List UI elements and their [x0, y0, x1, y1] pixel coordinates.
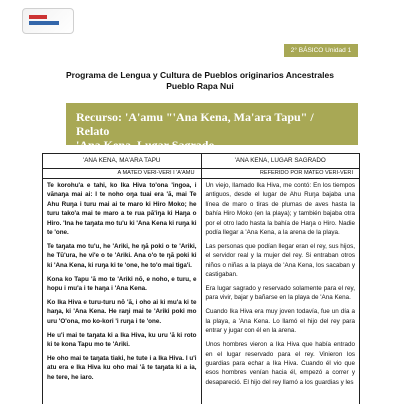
grade-badge: 2° BÁSICO Unidad 1	[284, 44, 358, 57]
spanish-paragraph: Un viejo, llamado Ika Hiva, me contó: En los tiempos antiguos, desde el lugar de Ahu Ruŋa bajaba una línea de maro o tiras de plumas de aves hasta la bahía Hiro Moko (en la playa); y también bajaba otra por el otro lado hasta la bahía de Haŋa o Hiro. Nadie podía llegar a 'Ana Kena, a la arena de la playa.	[205, 182, 355, 237]
rapanui-paragraph: He u'i mai te taŋata ki a Ika Hiva, ku uru 'ā ki roto ki te kona Tapu mo te 'Ariki.	[47, 331, 197, 349]
spanish-paragraph: Las personas que podían llegar eran el rey, sus hijos, el servidor real y la mujer del rey. Si entraban otros niños o niñas a la playa de 'Ana Kena, los sacaban y castigaban.	[205, 242, 355, 279]
spanish-column-body	[202, 179, 360, 394]
program-title-line1: Programa de Lengua y Cultura de Pueblos originarios Ancestrales	[66, 70, 334, 80]
bilingual-table	[42, 153, 360, 404]
logo-stripe-blue	[29, 21, 59, 25]
logo-stripe-red	[29, 15, 47, 19]
institution-logo	[22, 8, 74, 34]
rapanui-column	[43, 154, 202, 404]
spanish-paragraph: Unos hombres vieron a Ika Hiva que había entrado en el lugar reservado para el rey. Vinieron los guardias para echar a Ika Hiva. Cuando él vio que esos hombres venían hacia él, empezó a correr y desapareció. El hijo del rey llamó a los guardias y les	[205, 341, 355, 386]
rapanui-paragraph: Te korohu'a e tahi, ko Ika Hiva to'ona 'ingoa, i vānaŋa mai ai: I te noho oŋa tuai era 'ā, mai Te Ahu Ruŋa i turu mai ai te maro ki Hiro Moko; he turu tako'a mai te maro a te rua pā'iŋa ki Haŋa o Hiro. 'Ina he taŋata mo tu'u ki 'Ana Kena ki ruŋa ki te 'one.	[47, 182, 197, 237]
program-title	[30, 70, 370, 92]
rapanui-paragraph: Kona ko Tapu 'ā mo te 'Ariki nō, e noho, e turu, e hopu i mu'a i te haŋa i 'Ana Kena.	[47, 275, 197, 293]
rapanui-column-body	[43, 179, 201, 389]
spanish-paragraph: Cuando Ika Hiva era muy joven todavía, fue un día a la playa, a 'Ana Kena. Lo llamó el hijo del rey para entrar y jugar con él en la arena.	[205, 308, 355, 335]
resource-banner-line2: 'Ana Kena, Lugar Sagrado	[76, 138, 215, 152]
program-title-line2: Pueblo Rapa Nui	[166, 81, 234, 91]
rapanui-column-subheader: A MATEO VERI-VERI I 'A'AMU	[43, 169, 201, 179]
spanish-paragraph: Era lugar sagrado y reservado solamente para el rey, para vivir, bajar y bañarse en la playa de 'Ana Kena.	[205, 285, 355, 302]
resource-banner-line1: Recurso: 'A'amu "'Ana Kena, Ma'ara Tapu" / Relato	[76, 110, 314, 138]
rapanui-paragraph: Te taŋata mo tu'u, he 'Ariki, he ŋā poki o te 'Ariki, he Tū'ura, he vi'e o te 'Ariki. Ana o'o te ŋā poki ki ki 'Ana Kena, ki ruŋa ki te 'one, he to'o mai tiga'i.	[47, 242, 197, 269]
spanish-column-header: 'ANA KENA, LUGAR SAGRADO	[202, 154, 360, 169]
resource-banner	[66, 103, 358, 152]
rapanui-paragraph: Ko Ika Hiva e turu-turu nō 'ā, i oho ai ki mu'a ki te haŋa, ki 'Ana Kena. He raŋi mai te 'Ariki poki mo uru 'O'ona, mo ko-kori 'i ruŋa i te 'one.	[47, 298, 197, 325]
spanish-column-subheader: REFERIDO POR MATEO VERI-VERI	[202, 169, 360, 179]
spanish-column	[202, 154, 360, 404]
rapanui-paragraph: He oho mai te taŋata tiaki, he tute i a Ika Hiva. I u'i atu era e Ika Hiva ku oho mai 'ā te taŋata ki a ia, he tere, he iaro.	[47, 355, 197, 381]
rapanui-column-header: 'ANA KENA, MA'ARA TAPU	[43, 154, 201, 169]
